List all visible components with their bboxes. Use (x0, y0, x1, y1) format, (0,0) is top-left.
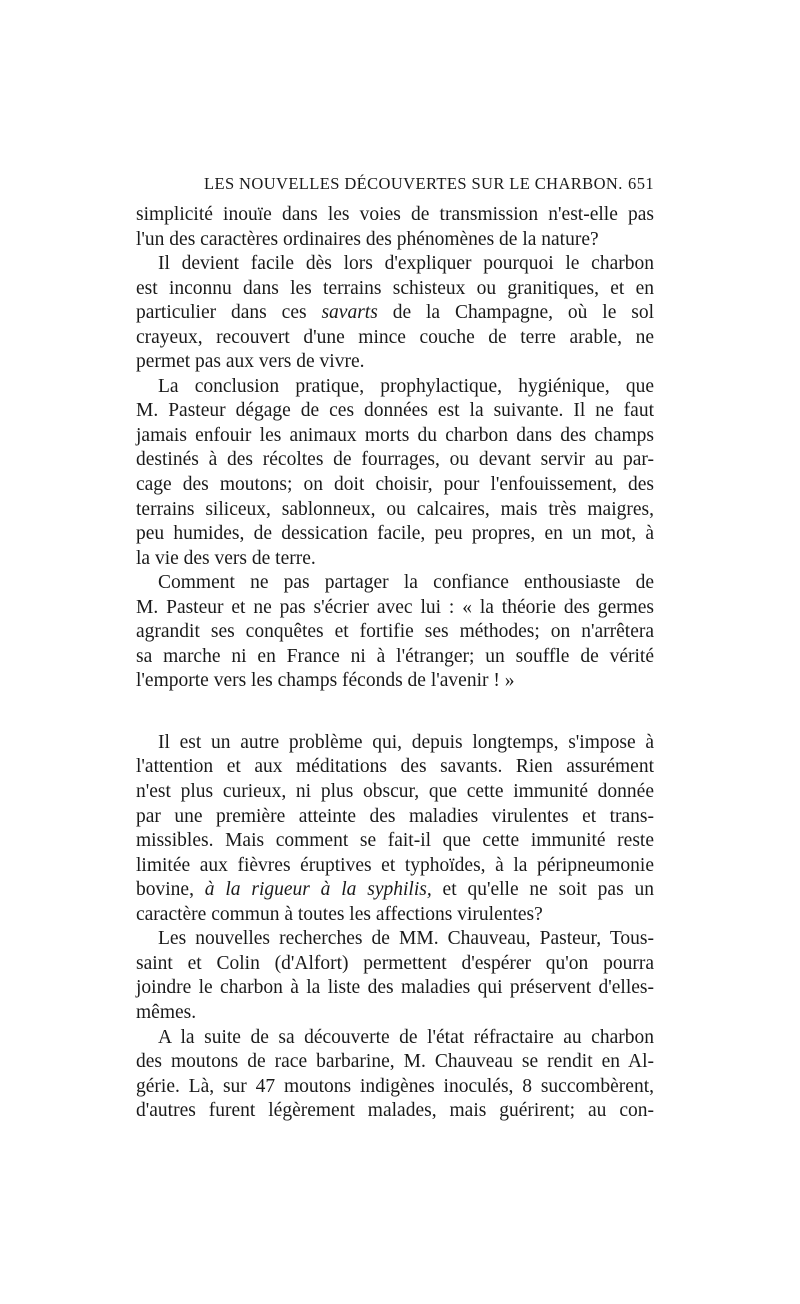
text-line: cage des moutons; on doit choisir, pour l'enfouissement, des (136, 474, 654, 496)
text-line: Comment ne pas partager la confiance enthousiaste de (158, 572, 654, 594)
text-line: l'attention et aux méditations des savants. Rien assurément (136, 756, 654, 778)
italic-phrase: à la rigueur à la syphilis, (204, 879, 432, 901)
text-line: simplicité inouïe dans les voies de transmission n'est-elle pas (136, 204, 654, 225)
text-line: n'est plus curieux, ni plus obscur, que cette immunité donnée (136, 781, 654, 803)
text-line: des moutons de race barbarine, M. Chauveau se rendit en Al- (136, 1051, 654, 1073)
text-line: joindre le charbon à la liste des maladies qui préservent d'elles- (136, 977, 654, 999)
text-fragment: et qu'elle ne soit pas un (442, 879, 654, 901)
text-fragment: particulier dans ces (136, 302, 307, 324)
text-line: Les nouvelles recherches de MM. Chauveau, Pasteur, Tous- (158, 928, 654, 950)
text-line: destinés à des récoltes de fourrages, ou devant servir au par- (136, 449, 654, 471)
text-line: A la suite de sa découverte de l'état réfractaire au charbon (158, 1026, 654, 1048)
text-line: crayeux, recouvert d'une mince couche de terre arable, ne (136, 326, 654, 348)
text-line: sa marche ni en France ni à l'étranger; un souffle de vérité (136, 645, 654, 667)
text-line: Il devient facile dès lors d'expliquer pourquoi le charbon (158, 253, 654, 275)
section-gap (136, 694, 654, 731)
italic-term: savarts (321, 302, 378, 324)
text-fragment: de la Champagne, où le sol (392, 302, 655, 324)
running-title: LES NOUVELLES DÉCOUVERTES SUR LE CHARBON. (204, 174, 623, 193)
text-line: jamais enfouir les animaux morts du charbon dans des champs (136, 424, 654, 446)
text-line: missibles. Mais comment se fait-il que cette immunité reste (136, 830, 654, 852)
body-text (136, 203, 654, 1124)
text-line: la vie des vers de terre. (136, 547, 316, 569)
page-number: 651 (628, 174, 654, 193)
text-line (136, 301, 654, 326)
text-line: mêmes. (136, 1001, 197, 1023)
text-line: limitée aux fièvres éruptives et typhoïdes, à la péripneumonie (136, 854, 654, 876)
text-line: peu humides, de dessication facile, peu propres, en un mot, à (136, 523, 654, 545)
text-line: M. Pasteur dégage de ces données est la suivante. Il ne faut (136, 400, 654, 422)
text-line: par une première atteinte des maladies virulentes et trans- (136, 805, 654, 827)
text-line: l'un des caractères ordinaires des phénomènes de la nature? (136, 228, 599, 250)
text-line: est inconnu dans les terrains schisteux ou granitiques, et en (136, 277, 654, 299)
text-line: l'emporte vers les champs féconds de l'avenir ! » (136, 670, 515, 692)
text-line: Il est un autre problème qui, depuis longtemps, s'impose à (158, 731, 654, 753)
text-line: M. Pasteur et ne pas s'écrier avec lui : « la théorie des germes (136, 596, 654, 618)
text-line: permet pas aux vers de vivre. (136, 351, 365, 373)
text-line: terrains siliceux, sablonneux, ou calcaires, mais très maigres, (136, 498, 654, 520)
text-line: saint et Colin (d'Alfort) permettent d'espérer qu'on pourra (136, 952, 654, 974)
text-line (136, 878, 654, 903)
text-line: caractère commun à toutes les affections virulentes? (136, 903, 543, 925)
text-fragment: bovine, (136, 879, 194, 901)
text-line: agrandit ses conquêtes et fortifie ses méthodes; on n'arrêtera (136, 621, 654, 643)
text-line: gérie. Là, sur 47 moutons indigènes inoculés, 8 succombèrent, (136, 1075, 654, 1097)
text-line: La conclusion pratique, prophylactique, hygiénique, que (158, 375, 654, 397)
text-line: d'autres furent légèrement malades, mais guérirent; au con- (136, 1100, 654, 1122)
